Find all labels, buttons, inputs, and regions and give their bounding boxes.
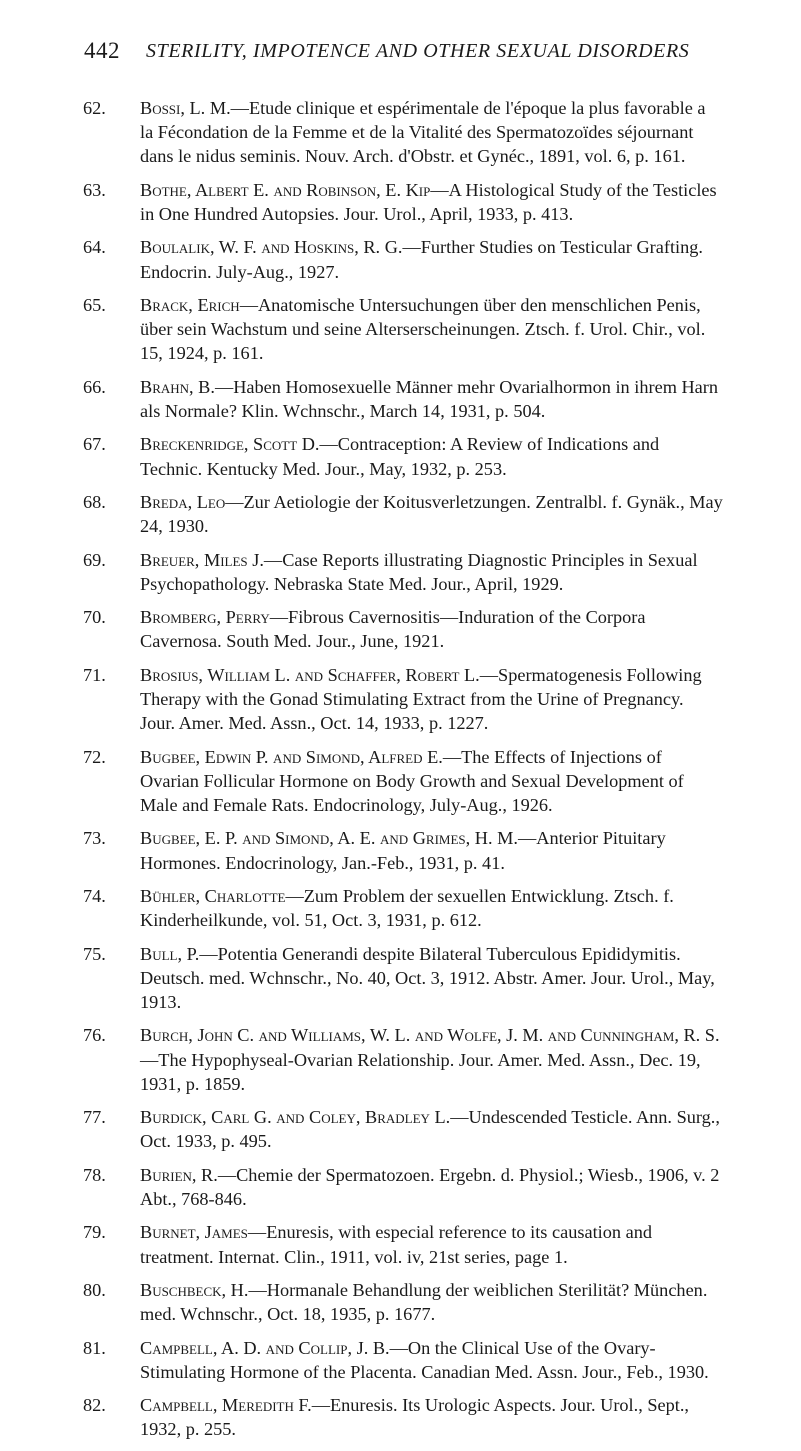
reference-entry [83,375,723,423]
reference-list [83,96,723,1451]
reference-number: 67. [83,434,106,455]
reference-number: 76. [83,1025,106,1046]
reference-text: —Further Studies on Testicular Grafting. Endocrin. July-Aug., 1927. [140,237,703,282]
reference-text: —Potentia Generandi despite Bilateral Tuberculous Epididymitis. Deutsch. med. Wchnschr., No. 40, Oct. 3, 1912. Abstr. Amer. Jour. Urol., May, 1913. [140,943,715,1012]
reference-entry [83,490,723,538]
reference-text: —The Hypophyseal-Ovarian Relationship. Jour. Amer. Med. Assn., Dec. 19, 1931, p. 1859. [140,1049,701,1094]
reference-number: 78. [83,1164,106,1185]
reference-entry [83,432,723,480]
reference-author: Breuer, Miles J. [140,549,264,570]
reference-number: 66. [83,376,106,397]
reference-author: Burdick, Carl G. and Coley, Bradley L. [140,1107,451,1128]
reference-author: Breda, Leo [140,491,226,512]
reference-text: —On the Clinical Use of the Ovary-Stimulating Hormone of the Placenta. Canadian Med. Assn. Jour., Feb., 1930. [140,1337,709,1382]
reference-author: Breckenridge, Scott D. [140,434,320,455]
reference-author: Bothe, Albert E. and Robinson, E. Kip [140,179,431,200]
reference-text: —The Effects of Injections of Ovarian Follicular Hormone on Body Growth and Sexual Development of Male and Female Rats. Endocrinology, July-Aug., 1926. [140,746,684,815]
reference-text: —Haben Homosexuelle Männer mehr Ovarialhormon in ihrem Harn als Normale? Klin. Wchnschr., March 14, 1931, p. 504. [140,376,719,421]
reference-number: 75. [83,943,106,964]
reference-author: Campbell, Meredith F. [140,1395,312,1416]
reference-text: —Anatomische Untersuchungen über den menschlichen Penis, über sein Wachstum und seine Alterserscheinungen. Ztsch. f. Urol. Chir., vol. 15, 1924, p. 161. [140,294,706,364]
reference-number: 74. [83,885,106,906]
reference-author: Boulalik, W. F. and Hoskins, R. G. [140,237,403,258]
reference-number: 62. [83,98,106,118]
reference-number: 81. [83,1337,106,1358]
reference-author: Burien, R. [140,1164,218,1185]
reference-text: —Anterior Pituitary Hormones. Endocrinology, Jan.-Feb., 1931, p. 41. [140,828,666,873]
reference-entry [83,1278,723,1326]
reference-number: 73. [83,828,106,849]
reference-text: —Chemie der Spermatozoen. Ergebn. d. Physiol.; Wiesb., 1906, v. 2 Abt., 768-846. [140,1164,720,1209]
reference-author: Bugbee, Edwin P. and Simond, Alfred E. [140,746,443,767]
reference-entry [83,1105,723,1153]
reference-text: —Contraception: A Review of Indications and Technic. Kentucky Med. Jour., May, 1932, p. 253. [140,434,660,479]
reference-number: 68. [83,491,106,512]
reference-author: Bull, P. [140,943,200,964]
reference-entry [83,96,723,169]
reference-entry [83,1336,723,1384]
reference-text: —Case Reports illustrating Diagnostic Principles in Sexual Psychopathology. Nebraska State Med. Jour., April, 1929. [140,549,698,594]
reference-text: —Fibrous Cavernositis—Induration of the Corpora Cavernosa. South Med. Jour., June, 1921. [140,607,646,652]
reference-number: 79. [83,1222,106,1243]
reference-author: Bugbee, E. P. and Simond, A. E. and Grimes, H. M. [140,828,518,849]
reference-text: —Undescended Testicle. Ann. Surg., Oct. 1933, p. 495. [140,1107,720,1152]
page-number: 442 [84,38,120,63]
reference-author: Buschbeck, H. [140,1279,249,1300]
reference-number: 63. [83,179,106,200]
reference-number: 70. [83,607,106,628]
reference-author: Burnet, James [140,1222,248,1243]
reference-number: 80. [83,1279,106,1300]
reference-entry [83,1220,723,1268]
reference-author: Bühler, Charlotte [140,885,286,906]
reference-number: 64. [83,237,106,258]
reference-entry [83,826,723,874]
reference-author: Campbell, A. D. and Collip, J. B. [140,1337,390,1358]
reference-text: —Hormanale Behandlung der weiblichen Sterilität? München. med. Wchnschr., Oct. 18, 1935, p. 1677. [140,1279,708,1325]
reference-entry [83,663,723,736]
reference-author: Brahn, B. [140,376,215,397]
running-title: STERILITY, IMPOTENCE AND OTHER SEXUAL DISORDERS [146,40,690,62]
reference-entry [83,745,723,818]
reference-text: —Enuresis, with especial reference to its causation and treatment. Internat. Clin., 1911, vol. iv, 21st series, page 1. [140,1222,652,1267]
reference-entry [83,605,723,653]
running-head [84,38,734,68]
reference-entry [83,1163,723,1211]
reference-author: Brack, Erich [140,294,240,315]
reference-entry [83,235,723,283]
reference-entry [83,942,723,1015]
reference-author: Burch, John C. and Williams, W. L. and Wolfe, J. M. and Cunningham, R. S. [140,1025,720,1046]
reference-entry [83,178,723,226]
reference-entry [83,1023,723,1096]
reference-author: Bromberg, Perry [140,607,270,628]
reference-entry [83,548,723,596]
reference-text: —Enuresis. Its Urologic Aspects. Jour. Urol., Sept., 1932, p. 255. [140,1395,689,1440]
reference-number: 77. [83,1107,106,1128]
reference-text: —Zum Problem der sexuellen Entwicklung. Ztsch. f. Kinderheilkunde, vol. 51, Oct. 3, 1931, p. 612. [140,885,674,931]
reference-number: 71. [83,664,106,685]
reference-number: 82. [83,1395,106,1416]
reference-number: 69. [83,549,106,570]
reference-entry [83,293,723,366]
reference-text: —Etude clinique et espérimentale de l'époque la plus favorable a la Fécondation de la Femme et de la Vitalité des Spermatozoïdes séjournant dans le nidus seminis. Nouv. Arch. d'Obstr. et Gynéc., 1891, vol. 6, p. 161. [140,98,706,167]
reference-author: Bossi, L. M. [140,98,231,118]
reference-text: —A Histological Study of the Testicles in One Hundred Autopsies. Jour. Urol., April, 1933, p. 413. [140,179,717,224]
reference-number: 72. [83,746,106,767]
reference-text: —Spermatogenesis Following Therapy with the Gonad Stimulating Extract from the Urine of Pregnancy. Jour. Amer. Med. Assn., Oct. 14, 1933, p. 1227. [140,664,702,734]
reference-text: —Zur Aetiologie der Koitusverletzungen. Zentralbl. f. Gynäk., May 24, 1930. [140,491,723,537]
reference-number: 65. [83,294,106,315]
reference-entry [83,1393,723,1441]
reference-entry [83,884,723,932]
reference-author: Brosius, William L. and Schaffer, Robert L. [140,664,480,685]
